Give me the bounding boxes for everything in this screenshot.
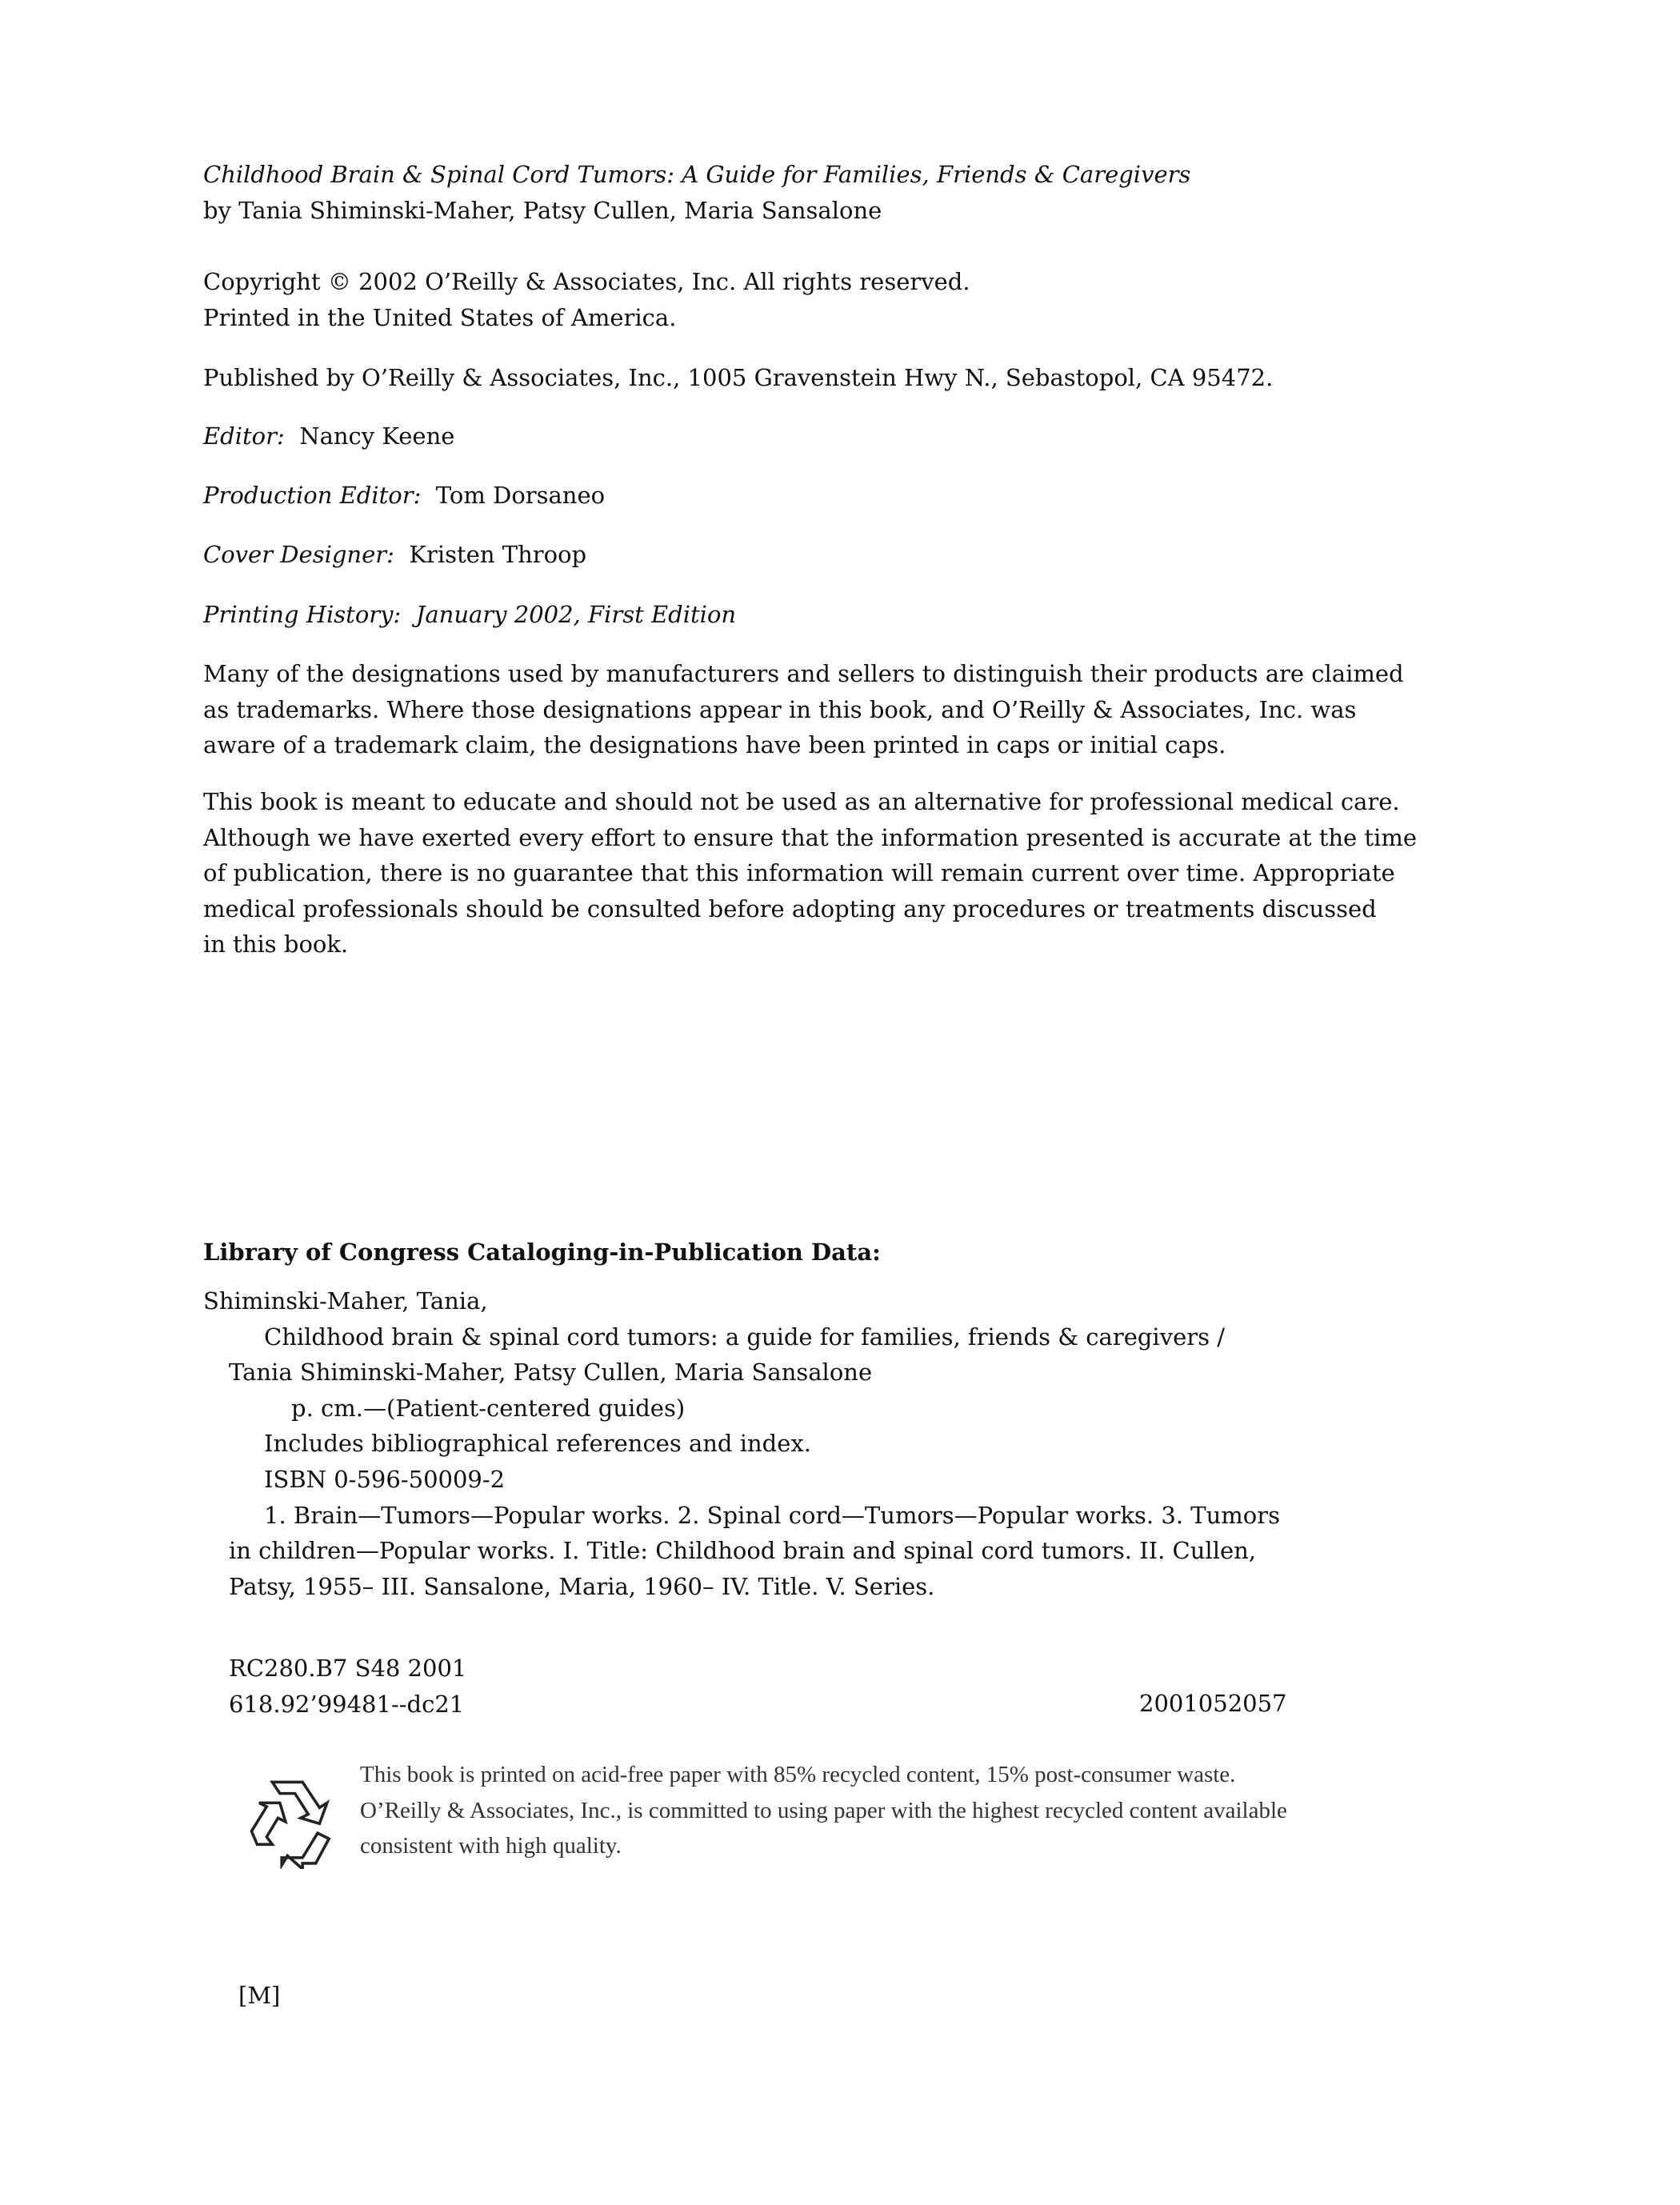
copyright-text: Copyright © 2002 O’Reilly & Associates, Inc. All rights reserved.: [203, 268, 970, 295]
recycled-paper-notice: [360, 1757, 1287, 1864]
credit-editor: Editor: Nancy Keene: [203, 422, 455, 450]
recycle-icon: [244, 1775, 338, 1869]
book-info: [203, 157, 1190, 228]
disclaimer: [203, 784, 1417, 962]
text-line: consistent with high quality.: [360, 1833, 622, 1859]
printing-history: Printing History: January 2002, First Edition: [203, 601, 737, 628]
text-line: aware of a trademark claim, the designations have been printed in caps or initial caps.: [203, 731, 1226, 759]
text-line: in this book.: [203, 930, 349, 958]
printed-text: Printed in the United States of America.: [203, 303, 677, 331]
text-line: This book is printed on acid-free paper with 85% recycled content, 15% post-consumer waste.: [360, 1762, 1236, 1787]
text-line: Many of the designations used by manufacturers and sellers to distinguish their products are claimed: [203, 660, 1404, 687]
page-mark: [M]: [238, 1982, 281, 2009]
cip-heading: Library of Congress Cataloging-in-Publication Data:: [203, 1239, 881, 1266]
book-authors: by Tania Shiminski-Maher, Patsy Cullen, Maria Sansalone: [203, 196, 882, 224]
text-line: as trademarks. Where those designations appear in this book, and O’Reilly & Associates, Inc. was: [203, 695, 1357, 723]
cip-line: 1. Brain—Tumors—Popular works. 2. Spinal cord—Tumors—Popular works. 3. Tumors: [264, 1501, 1280, 1529]
cip-line: Shiminski-Maher, Tania,: [203, 1287, 488, 1315]
text-line: medical professionals should be consulted before adopting any procedures or treatments discussed: [203, 894, 1377, 922]
text-line: Although we have exerted every effort to ensure that the information presented is accurate at the time: [203, 823, 1417, 851]
publisher-text: Published by O’Reilly & Associates, Inc., 1005 Gravenstein Hwy N., Sebastopol, CA 95472.: [203, 364, 1274, 391]
book-title: Childhood Brain & Spinal Cord Tumors: A Guide for Families, Friends & Caregivers: [203, 161, 1191, 188]
cip-line: Includes bibliographical references and index.: [264, 1430, 811, 1458]
cip-line: Tania Shiminski-Maher, Patsy Cullen, Maria Sansalone: [229, 1359, 873, 1387]
lccn: 2001052057: [1139, 1690, 1287, 1717]
text-line: O’Reilly & Associates, Inc., is committed to using paper with the highest recycled content available: [360, 1797, 1287, 1823]
credit-production-editor: Production Editor: Tom Dorsaneo: [203, 482, 606, 509]
dewey-number: 618.92’99481--dc21: [229, 1690, 465, 1718]
text-line: of publication, there is no guarantee that this information will remain current over time. Appropriate: [203, 859, 1395, 887]
cip-line: in children—Popular works. I. Title: Childhood brain and spinal cord tumors. II. Cullen,: [229, 1537, 1257, 1565]
cip-record: [203, 1283, 1280, 1604]
cip-line: Childhood brain & spinal cord tumors: a guide for families, friends & caregivers /: [264, 1323, 1225, 1351]
credit-cover-designer: Cover Designer: Kristen Throop: [203, 541, 587, 568]
cip-line: p. cm.—(Patient-centered guides): [291, 1394, 686, 1422]
trademark-notice: [203, 656, 1404, 763]
cip-line: ISBN 0-596-50009-2: [264, 1465, 506, 1493]
call-number: RC280.B7 S48 2001: [229, 1655, 467, 1682]
copyright-block: [203, 264, 970, 335]
text-line: This book is meant to educate and should not be used as an alternative for professional medical care.: [203, 788, 1400, 815]
cip-classification: [229, 1651, 466, 1722]
cip-line: Patsy, 1955– III. Sansalone, Maria, 1960– IV. Title. V. Series.: [229, 1572, 935, 1600]
